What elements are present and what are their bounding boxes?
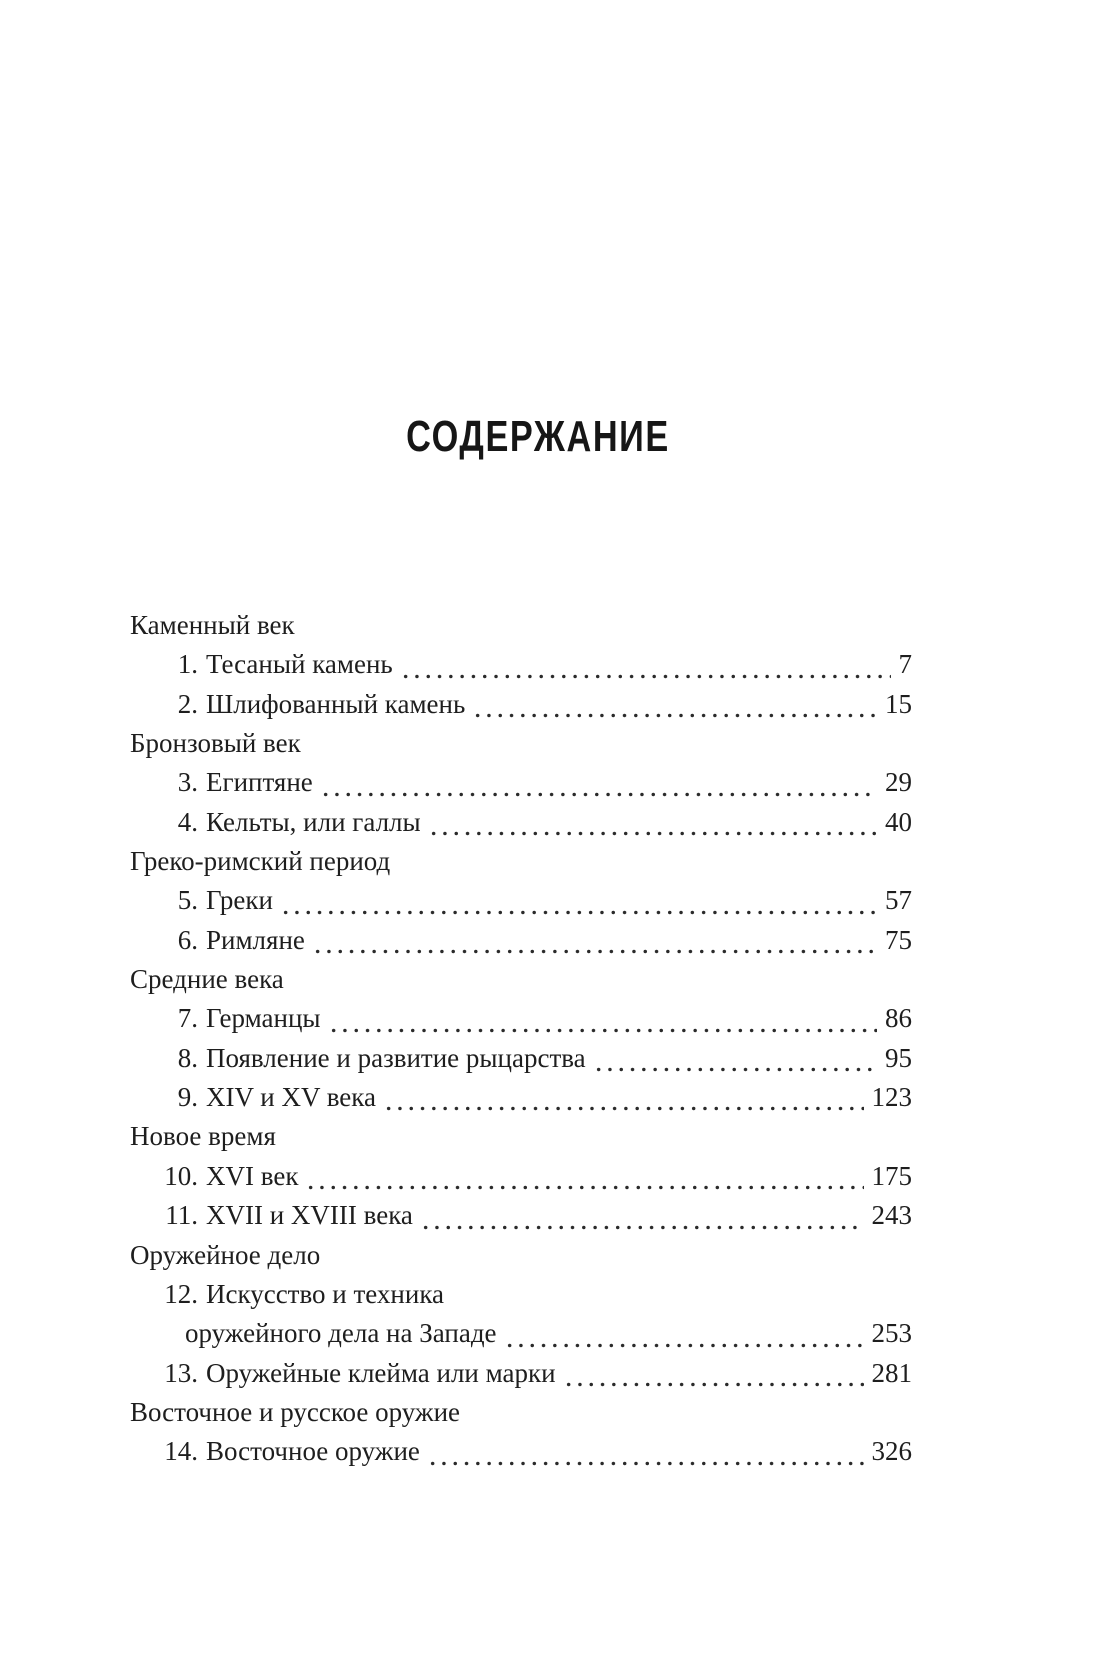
toc-item-label: Греки: [206, 885, 273, 916]
page-number: 7: [898, 649, 912, 680]
toc-item-row: [130, 1078, 912, 1117]
toc-item-row: [130, 763, 912, 802]
dot-leader: [328, 999, 877, 1038]
toc-item-number: 4.: [177, 806, 198, 837]
page-number: 243: [871, 1200, 912, 1231]
dot-leader: [428, 803, 877, 842]
dot-leader: [320, 763, 877, 802]
toc-item-label: Тесаный камень: [206, 649, 393, 680]
toc-section-label: Греко-римский период: [130, 846, 391, 877]
toc-item-label: Восточное оружие: [206, 1436, 420, 1467]
toc-item-label: XVI век: [206, 1160, 299, 1191]
toc-item-row: [130, 1039, 912, 1078]
toc-section-label: Оружейное дело: [130, 1239, 321, 1270]
toc-item-row: [130, 999, 912, 1038]
toc-item-row: [130, 921, 912, 960]
toc-section-label: Восточное и русское оружие: [130, 1396, 460, 1427]
toc-item-label: Искусство и техника: [206, 1278, 445, 1309]
toc-item-label: Появление и развитие рыцарства: [206, 1042, 586, 1073]
dot-leader: [593, 1039, 877, 1078]
page-number: 123: [871, 1082, 912, 1113]
toc-item-row: [130, 685, 912, 724]
toc-item-row: [130, 1275, 912, 1314]
toc-item-number: 7.: [177, 1003, 198, 1034]
toc-section-label: Бронзовый век: [130, 728, 301, 759]
dot-leader: [420, 1196, 864, 1235]
toc-item-row: [130, 645, 912, 684]
page-number: 40: [885, 806, 912, 837]
toc-item-row: [130, 1196, 912, 1235]
toc-section-label: Каменный век: [130, 610, 295, 640]
dot-leader: [305, 1157, 863, 1196]
toc-item-label: Египтяне: [206, 767, 313, 798]
toc-item-number: 14.: [164, 1436, 198, 1467]
toc-section-row: [130, 1393, 912, 1432]
toc-section-row: [130, 842, 912, 881]
page-number: 75: [885, 924, 912, 955]
dot-leader: [563, 1354, 864, 1393]
dot-leader: [400, 645, 891, 684]
toc-item-label: Шлифованный камень: [206, 688, 466, 719]
toc-item-number: 5.: [177, 885, 198, 916]
table-of-contents: [130, 606, 912, 1472]
dot-leader: [312, 921, 877, 960]
toc-item-row: [130, 1432, 912, 1471]
dot-leader: [427, 1432, 864, 1471]
page-number: 281: [871, 1357, 912, 1388]
page-number: 95: [885, 1042, 912, 1073]
toc-section-row: [130, 1117, 912, 1156]
toc-item-number: 12.: [164, 1278, 198, 1309]
toc-section-row: [130, 724, 912, 763]
toc-section-label: Новое время: [130, 1121, 276, 1152]
toc-section-row: [130, 606, 912, 645]
page-number: 326: [871, 1436, 912, 1467]
toc-title: СОДЕРЖАНИЕ: [406, 412, 670, 461]
toc-item-label: Римляне: [206, 924, 305, 955]
page-number: 253: [871, 1318, 912, 1349]
toc-item-number: 11.: [165, 1200, 198, 1231]
page-number: 29: [885, 767, 912, 798]
toc-item-number: 3.: [177, 767, 198, 798]
page-number: 86: [885, 1003, 912, 1034]
toc-item-label: XIV и XV века: [206, 1082, 376, 1113]
toc-item-row: [130, 1354, 912, 1393]
page-number: 175: [871, 1160, 912, 1191]
toc-item-number: 2.: [177, 688, 198, 719]
toc-item-label: Германцы: [206, 1003, 321, 1034]
toc-item-number: 8.: [177, 1042, 198, 1073]
toc-item-continuation-row: [130, 1314, 912, 1353]
dot-leader: [280, 881, 877, 920]
dot-leader: [383, 1078, 864, 1117]
toc-item-number: 1.: [177, 649, 198, 680]
toc-item-label: Кельты, или галлы: [206, 806, 421, 837]
toc-item-label: Оружейные клейма или марки: [206, 1357, 556, 1388]
page-number: 15: [885, 688, 912, 719]
toc-item-number: 13.: [164, 1357, 198, 1388]
toc-item-label: оружейного дела на Западе: [185, 1318, 497, 1349]
toc-item-number: 10.: [164, 1160, 198, 1191]
toc-item-number: 9.: [177, 1082, 198, 1113]
toc-item-row: [130, 881, 912, 920]
dot-leader: [472, 685, 877, 724]
toc-item-row: [130, 1157, 912, 1196]
toc-item-row: [130, 803, 912, 842]
toc-section-row: [130, 960, 912, 999]
toc-item-label: XVII и XVIII века: [206, 1200, 413, 1231]
page-number: 57: [885, 885, 912, 916]
dot-leader: [504, 1314, 864, 1353]
toc-section-label: Средние века: [130, 964, 284, 995]
toc-item-number: 6.: [177, 924, 198, 955]
toc-section-row: [130, 1236, 912, 1275]
